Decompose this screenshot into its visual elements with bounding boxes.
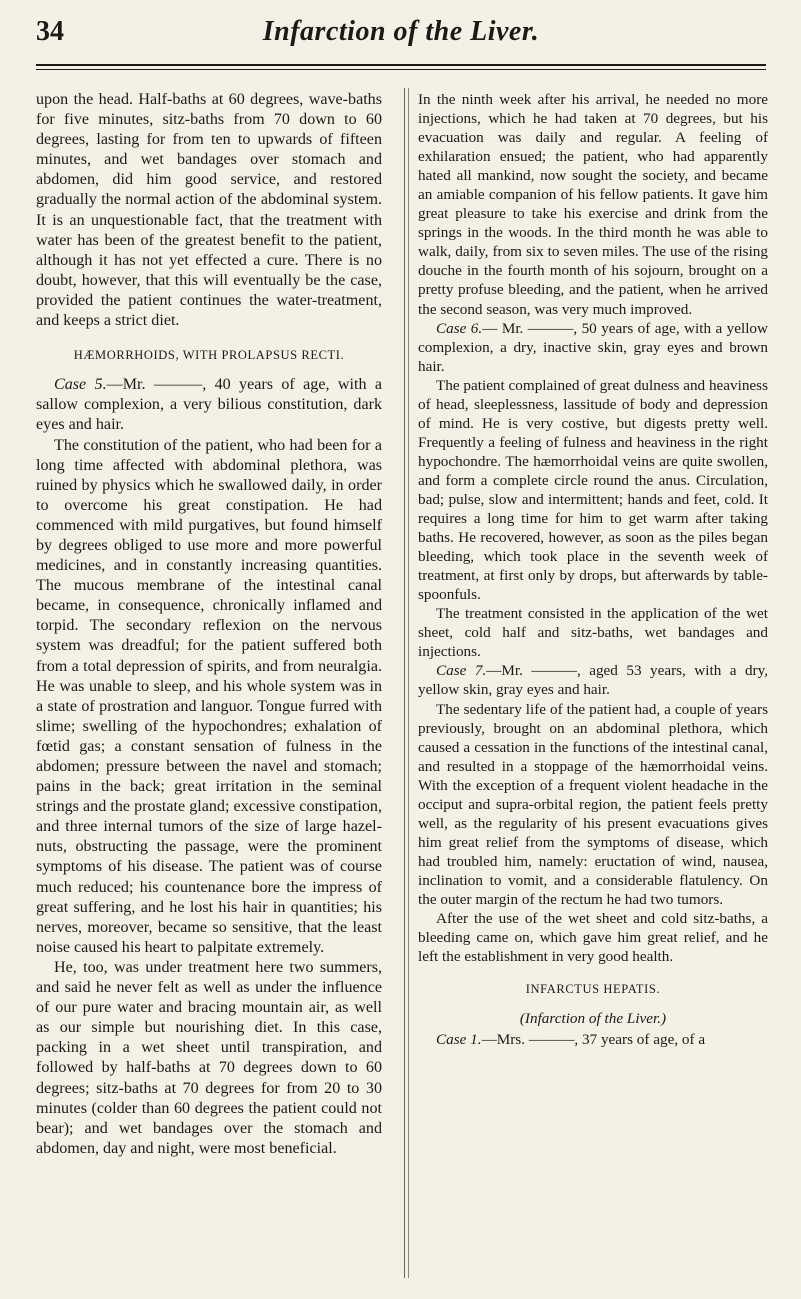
running-title: Infarction of the Liver.	[262, 16, 540, 47]
page-header	[36, 14, 766, 54]
page-number: 34	[36, 16, 64, 47]
case-text: —Mr. ———, aged 53 years, with a dry, yellow skin, gray eyes and hair.	[418, 662, 769, 699]
case-paragraph	[418, 661, 768, 699]
case-text: —Mrs. ———, 37 years of age, of a	[481, 1031, 706, 1049]
case-label: Case 7.	[436, 662, 487, 680]
case-label: Case 6.	[436, 319, 483, 337]
case-paragraph	[418, 319, 768, 376]
paragraph: The patient complained of great dulness and heaviness of head, sleeplessness, lassitude of body and depression of mind. He is very costive, but digests pretty well. Frequently a feeling of fulness and heaviness in the right hypochondre. The hæmorrhoidal veins are quite swollen, and form a complete circle round the anus. Circulation, bad; pulse, slow and intermittent; hands and feet, cold. It requires a long time for him to get warm after taking baths. He recovered, however, as soon as the piles began bleeding, which took place in the seventh week of treatment, at first only by drops, but afterwards by table-spoonfuls.	[418, 376, 768, 604]
section-heading: INFARCTUS HEPATIS.	[525, 982, 661, 997]
paragraph: upon the head. Half-baths at 60 degrees, wave-baths for five minutes, sitz-baths from 70 down to 60 degrees, lasting for from ten to upwards of fifteen minutes, and wet bandages over stomach and abdomen, did him good service, and restored gradually the normal action of the abdominal system. It is an unquestionable fact, that the treatment with water has been of the greatest benefit to the patient, although it has not yet effected a cure. There is no doubt, however, that this will eventually be the case, provided the patient continues the water-treatment, and keeps a strict diet.	[36, 91, 382, 330]
paragraph: The constitution of the patient, who had been for a long time affected with abdominal plethora, was ruined by physics which he swallowed daily, in order to overcome his great constipation. He had commenced with mild purgatives, but found himself by degrees obliged to use more and more powerful medicines, and in constantly increasing quantities. The mucous membrane of the intestinal canal became, in consequence, chronically inflamed and torpid. The secondary reflexion on the nervous system was dreadful; for the patient suffered both from a total depression of spirits, and from neuralgia. He was unable to sleep, and his whole system was in a state of prostration and languor. Tongue furred with slime; swelling of the hypochondres; exhalation of fœtid gas; a constant sensation of fulness in the abdomen; pressure between the navel and stomach; pains in the back; great irritation in the seminal strings and the prostate gland; excessive constipation, and three internal tumors of the size of large hazel-nuts, obstructing the passage, were the prominent symptoms of his disease. The patient was of course much reduced; his countenance bore the impress of great suffering, and he lost his hair in quantities; his nerves, moreover, became so sensitive, that the least noise caused his heart to palpitate extremely.	[36, 436, 382, 956]
section-heading: HÆMORRHOIDS, WITH PROLAPSUS RECTI.	[73, 348, 345, 363]
paragraph: The sedentary life of the patient had, a couple of years previously, brought on an abdominal plethora, which caused a cessation in the functions of the intestinal canal, and resulted in a stoppage of the hæmorrhoidal veins. With the exception of a frequent violent headache in the occiput and supra-orbital region, the patient feels pretty well, as the regularity of his present evacuations gives him great relief from the symptoms of disease, which had troubled him, namely: eructation of wind, nausea, inclination to vomit, and a considerable flatulency. On the outer margin of the rectum he had two tumors.	[418, 700, 768, 908]
case-label: Case 5.	[54, 376, 107, 394]
section-subheading: (Infarction of the Liver.)	[519, 1010, 667, 1028]
right-column	[418, 90, 768, 1049]
left-column	[36, 90, 382, 1159]
case-label: Case 1.	[436, 1031, 482, 1049]
paragraph: He, too, was under treatment here two summers, and said he never felt as well as under the influence of our pure water and bracing mountain air, as well as our simple but nourishing diet. In this case, packing in a wet sheet until transpiration, and followed by half-baths at 70 degrees down to 60 degrees; sitz-baths at 70 degrees for from 20 to 30 minutes (colder than 60 degrees the patient could not bear); and wet bandages over the stomach and abdomen, day and night, were most beneficial.	[36, 958, 382, 1157]
case-paragraph	[36, 375, 382, 435]
header-rule-thin	[36, 69, 766, 70]
header-rule-thick	[36, 64, 766, 66]
case-text: — Mr. ———, 50 years of age, with a yellow complexion, a dry, inactive skin, gray eyes and brown hair.	[418, 319, 768, 375]
case-paragraph	[418, 1030, 768, 1049]
column-divider	[404, 88, 405, 1278]
column-divider	[408, 88, 409, 1278]
case-text: —Mr. ———, 40 years of age, with a sallow complexion, a very bilious constitution, dark eyes and hair.	[36, 376, 383, 434]
paragraph: In the ninth week after his arrival, he needed no more injections, which he had taken at 70 degrees, but his evacuation was daily and regular. A feeling of exhilaration ensued; the patient, who had apparently hated all mankind, now sought the society, and became an amiable companion of his fellow patients. It gave him great pleasure to take his exercise and drink from the springs in the woods. In the third month he was able to walk, daily, from six to seven miles. The use of the rising douche in the fourth month of his sojourn, brought on a pretty profuse bleeding, and the patient, when he arrived the second season, was very much improved.	[418, 91, 768, 318]
paragraph: After the use of the wet sheet and cold sitz-baths, a bleeding came on, which gave him great relief, and he left the establishment in very good health.	[418, 910, 768, 966]
paragraph: The treatment consisted in the application of the wet sheet, cold half and sitz-baths, wet bandages and injections.	[418, 605, 768, 661]
